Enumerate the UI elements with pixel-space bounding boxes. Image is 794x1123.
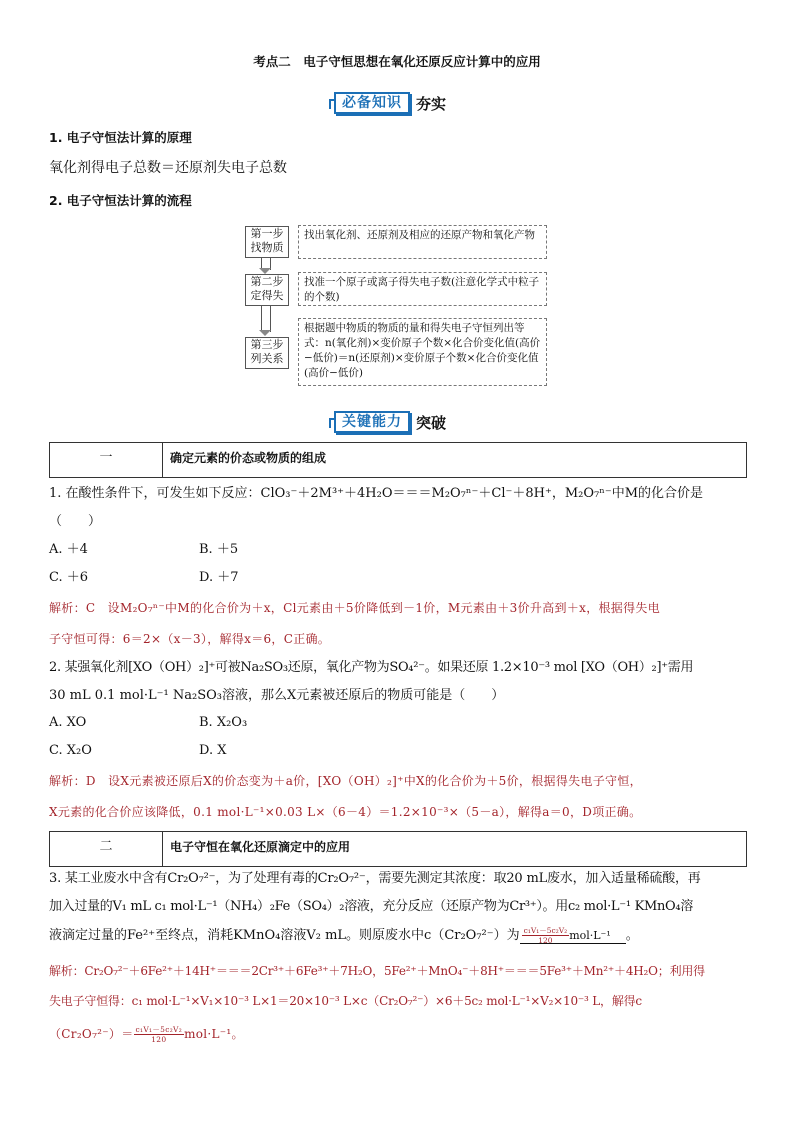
principle-text: 氧化剂得电子总数＝还原剂失电子总数 [49, 160, 287, 176]
q1-stem: 1. 在酸性条件下，可发生如下反应：ClO₃⁻＋2M³⁺＋4H₂O＝＝＝M₂O₇ⁿ⁻＋Cl⁻＋8H⁺，M₂O₇ⁿ⁻中M的化合价是 [49, 486, 704, 501]
q3-answer-blank [520, 928, 626, 944]
fraction-denominator: 120 [151, 1035, 167, 1044]
fraction [134, 1025, 185, 1044]
arrow-down-icon [259, 330, 271, 336]
q3-stem-end: 。 [625, 928, 639, 943]
fraction-numerator: c₁V₁－5c₂V₂ [523, 926, 568, 935]
q3-stem-line1: 3. 某工业废水中含有Cr₂O₇²⁻，为了处理有毒的Cr₂O₇²⁻，需要先测定其浓度：取20 mL废水，加入适量稀硫酸，再 [49, 871, 701, 886]
q1-option-a: A. ＋4 [49, 542, 88, 557]
q1-answer-line2: 子守恒可得：6＝2×（x－3），解得x＝6，C正确。 [49, 632, 331, 646]
q1-option-b: B. ＋5 [199, 542, 239, 557]
flow-step1-label-b: 找物质 [250, 241, 284, 254]
topic-label: 电子守恒在氧化还原滴定中的应用 [170, 840, 351, 854]
fraction-numerator: c₁V₁－5c₂V₂ [135, 1025, 183, 1034]
flow-step2-label-b: 定得失 [250, 289, 284, 302]
q3-answer-text: （Cr₂O₇²⁻）＝ [49, 1027, 134, 1041]
flow-step3-box [245, 337, 289, 369]
q2-answer-line1: 解析：D 设X元素被还原后X的价态变为＋a价，[XO（OH）₂]⁺中X的化合价为＋5价，根据得失电子守恒， [49, 774, 642, 788]
fraction-denominator: 120 [538, 936, 553, 945]
q3-stem-text: 液滴定过量的Fe²⁺至终点，消耗KMnO₄溶液V₂ mL。则原废水中c（Cr₂O₇²⁻）为 [49, 928, 520, 943]
q2-stem-line2: 30 mL 0.1 mol·L⁻¹ Na₂SO₃溶液，那么X元素被还原后的物质可能是（ ） [49, 688, 505, 703]
q3-stem-line2: 加入过量的V₁ mL c₁ mol·L⁻¹（NH₄）₂Fe（SO₄）₂溶液，充分反应（还原产物为Cr³⁺）。用c₂ mol·L⁻¹ KMnO₄溶 [49, 899, 694, 914]
q3-answer-unit: mol·L⁻¹。 [184, 1027, 244, 1041]
q2-option-c: C. X₂O [49, 743, 92, 758]
topic-table-2 [49, 831, 747, 867]
q1-option-d: D. ＋7 [199, 570, 239, 585]
q2-answer-line2: X元素的化合价应该降低，0.1 mol·L⁻¹×0.03 L×（6－4）＝1.2×10⁻³×（5－a），解得a＝0，D项正确。 [49, 805, 642, 819]
flow-step1-desc: 找出氧化剂、还原剂及相应的还原产物和氧化产物 [298, 225, 547, 259]
heading-flow: 2. 电子守恒法计算的流程 [49, 193, 192, 208]
flow-arrow-2 [261, 306, 271, 332]
q3-answer-line1: 解析：Cr₂O₇²⁻＋6Fe²⁺＋14H⁺＝＝＝2Cr³⁺＋6Fe³⁺＋7H₂O，5Fe²⁺＋MnO₄⁻＋8H⁺＝＝＝5Fe³⁺＋Mn²⁺＋4H₂O；利用得 [49, 964, 705, 978]
flow-step2-box [245, 274, 289, 306]
banner-tag: 关键能力 [334, 411, 410, 433]
flow-step3-desc: 根据题中物质的物质的量和得失电子守恒列出等式：n(氧化剂)×变价原子个数×化合价变化值(高价−低价)＝n(还原剂)×变价原子个数×化合价变化值(高价−低价) [298, 318, 547, 386]
q2-option-d: D. X [199, 743, 227, 758]
q1-paren: （ ） [49, 514, 102, 529]
q1-option-c: C. ＋6 [49, 570, 89, 585]
topic-label: 确定元素的价态或物质的组成 [170, 451, 327, 465]
section-banner-knowledge [334, 92, 446, 114]
topic-number: 二 [50, 832, 163, 866]
topic-number: 一 [50, 443, 163, 477]
section-banner-ability [334, 411, 446, 433]
banner-tag: 必备知识 [334, 92, 410, 114]
q2-option-a: A. XO [49, 715, 87, 730]
flow-step2-label-a: 第二步 [250, 275, 284, 288]
flow-step3-label-b: 列关系 [250, 352, 284, 365]
heading-principle: 1. 电子守恒法计算的原理 [49, 130, 192, 145]
q1-answer-line1: 解析：C 设M₂O₇ⁿ⁻中M的化合价为＋x，Cl元素由＋5价降低到－1价，M元素由＋3价升高到＋x，根据得失电 [49, 601, 660, 615]
fraction [522, 926, 570, 945]
q3-answer-line3 [49, 1024, 244, 1044]
topic-table-1 [49, 442, 747, 478]
q2-stem-line1: 2. 某强氧化剂[XO（OH）₂]⁺可被Na₂SO₃还原，氧化产物为SO₄²⁻。如果还原 1.2×10⁻³ mol [XO（OH）₂]⁺需用 [49, 660, 694, 675]
banner-suffix: 突破 [416, 413, 447, 432]
banner-suffix: 夯实 [416, 94, 447, 113]
blank-unit: mol·L⁻¹ [569, 929, 611, 942]
q3-answer-line2: 失电子守恒得：c₁ mol·L⁻¹×V₁×10⁻³ L×1＝20×10⁻³ L×c（Cr₂O₇²⁻）×6＋5c₂ mol·L⁻¹×V₂×10⁻³ L，解得c [49, 994, 642, 1008]
q3-stem-line3 [49, 926, 639, 946]
flow-step1-label-a: 第一步 [250, 227, 284, 240]
flow-step1-box [245, 226, 289, 258]
q2-option-b: B. X₂O₃ [199, 715, 248, 730]
flow-diagram [245, 223, 550, 391]
flow-step3-label-a: 第三步 [250, 338, 284, 351]
flow-step2-desc: 找准一个原子或离子得失电子数(注意化学式中粒子的个数) [298, 272, 547, 306]
page-title: 考点二 电子守恒思想在氧化还原反应计算中的应用 [253, 54, 541, 69]
